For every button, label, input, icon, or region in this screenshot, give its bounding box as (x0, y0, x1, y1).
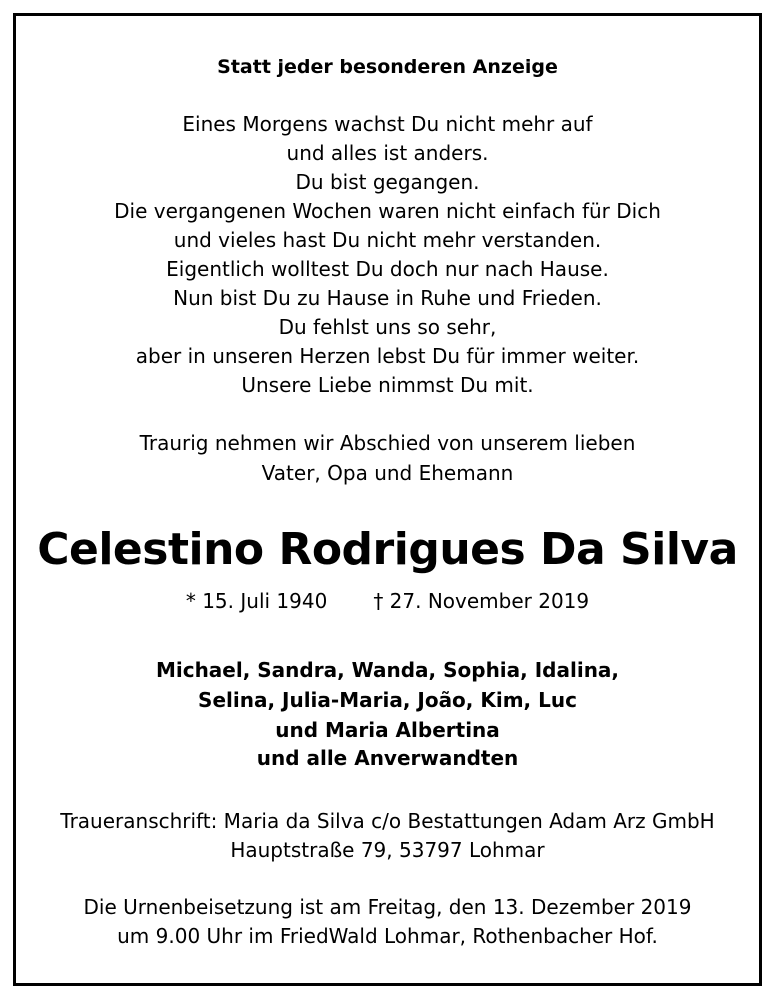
intro-line: Traurig nehmen wir Abschied von unserem lieben (139, 431, 636, 455)
poem-line: Du bist gegangen. (295, 170, 480, 194)
poem-line: Eines Morgens wachst Du nicht mehr auf (182, 112, 593, 136)
family-line: und Maria Albertina (275, 718, 500, 742)
poem-line: aber in unseren Herzen lebst Du für immer weiter. (135, 344, 640, 368)
life-dates (0, 586, 775, 616)
intro-line: Vater, Opa und Ehemann (261, 461, 514, 485)
burial-line: um 9.00 Uhr im FriedWald Lohmar, Rothenbacher Hof. (117, 924, 658, 948)
poem-line: Nun bist Du zu Hause in Ruhe und Frieden. (173, 286, 602, 310)
poem-line: und vieles hast Du nicht mehr verstanden. (173, 228, 602, 252)
birth-date: * 15. Juli 1940 (185, 589, 328, 613)
family-line: und alle Anverwandten (256, 746, 519, 770)
burial-line: Die Urnenbeisetzung ist am Freitag, den 13. Dezember 2019 (83, 895, 692, 919)
poem-line: Du fehlst uns so sehr, (278, 315, 497, 339)
poem-line: Die vergangenen Wochen waren nicht einfach für Dich (114, 199, 661, 223)
family-line: Michael, Sandra, Wanda, Sophia, Idalina, (155, 658, 620, 682)
poem-line: Unsere Liebe nimmst Du mit. (241, 373, 534, 397)
deceased-name: Celestino Rodrigues Da Silva (37, 524, 738, 575)
family-line: Selina, Julia-Maria, João, Kim, Luc (198, 688, 577, 712)
notice-header: Statt jeder besonderen Anzeige (217, 56, 558, 78)
poem-line: und alles ist anders. (286, 141, 489, 165)
poem-line: Eigentlich wolltest Du doch nur nach Hause. (166, 257, 609, 281)
death-date: † 27. November 2019 (373, 589, 590, 613)
address-line: Hauptstraße 79, 53797 Lohmar (230, 838, 545, 862)
address-line: Traueranschrift: Maria da Silva c/o Bestattungen Adam Arz GmbH (60, 809, 715, 833)
